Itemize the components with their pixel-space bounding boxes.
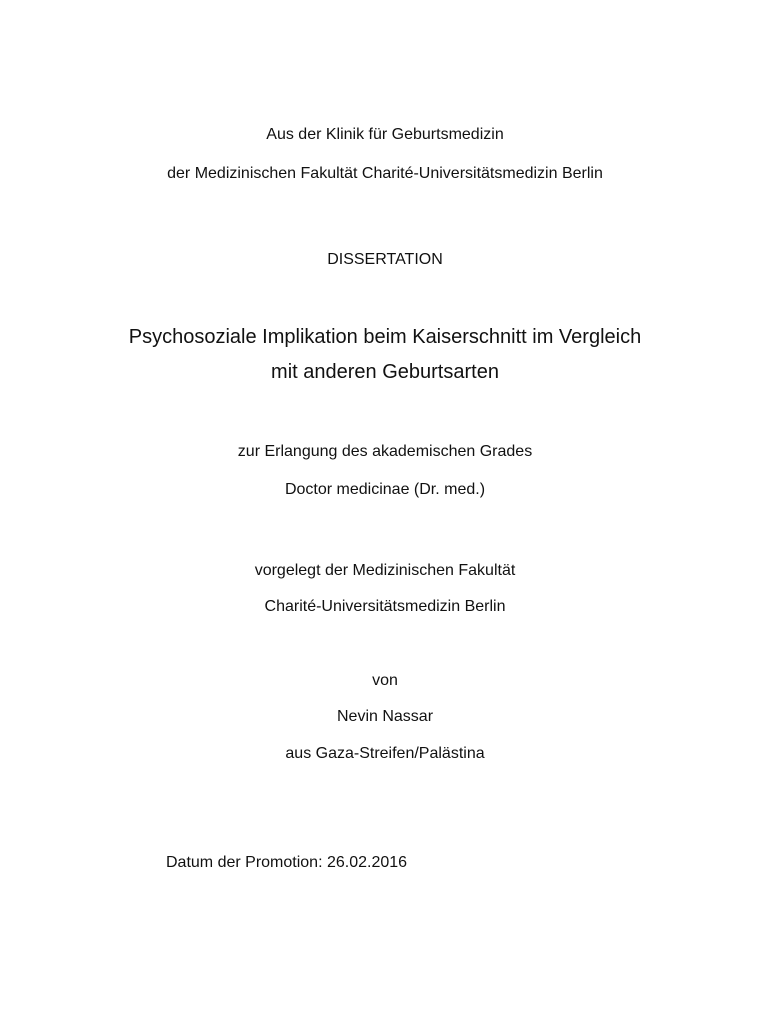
submission-line-1: vorgelegt der Medizinischen Fakultät (254, 562, 516, 579)
promotion-date: Datum der Promotion: 26.02.2016 (166, 854, 408, 871)
author-name: Nevin Nassar (336, 708, 434, 725)
document-type: DISSERTATION (327, 251, 443, 268)
dissertation-title-line-1: Psychosoziale Implikation beim Kaiserschnitt im Vergleich (128, 326, 642, 348)
dissertation-title-line-2: mit anderen Geburtsarten (271, 361, 499, 383)
degree-line-2: Doctor medicinae (Dr. med.) (284, 481, 486, 498)
author-origin: aus Gaza-Streifen/Palästina (285, 745, 485, 762)
von-label: von (372, 672, 398, 689)
clinic-line: Aus der Klinik für Geburtsmedizin (266, 126, 504, 143)
submission-line-2: Charité-Universitätsmedizin Berlin (264, 598, 506, 615)
degree-line-1: zur Erlangung des akademischen Grades (237, 443, 533, 460)
faculty-line: der Medizinischen Fakultät Charité-Universitätsmedizin Berlin (167, 165, 603, 182)
